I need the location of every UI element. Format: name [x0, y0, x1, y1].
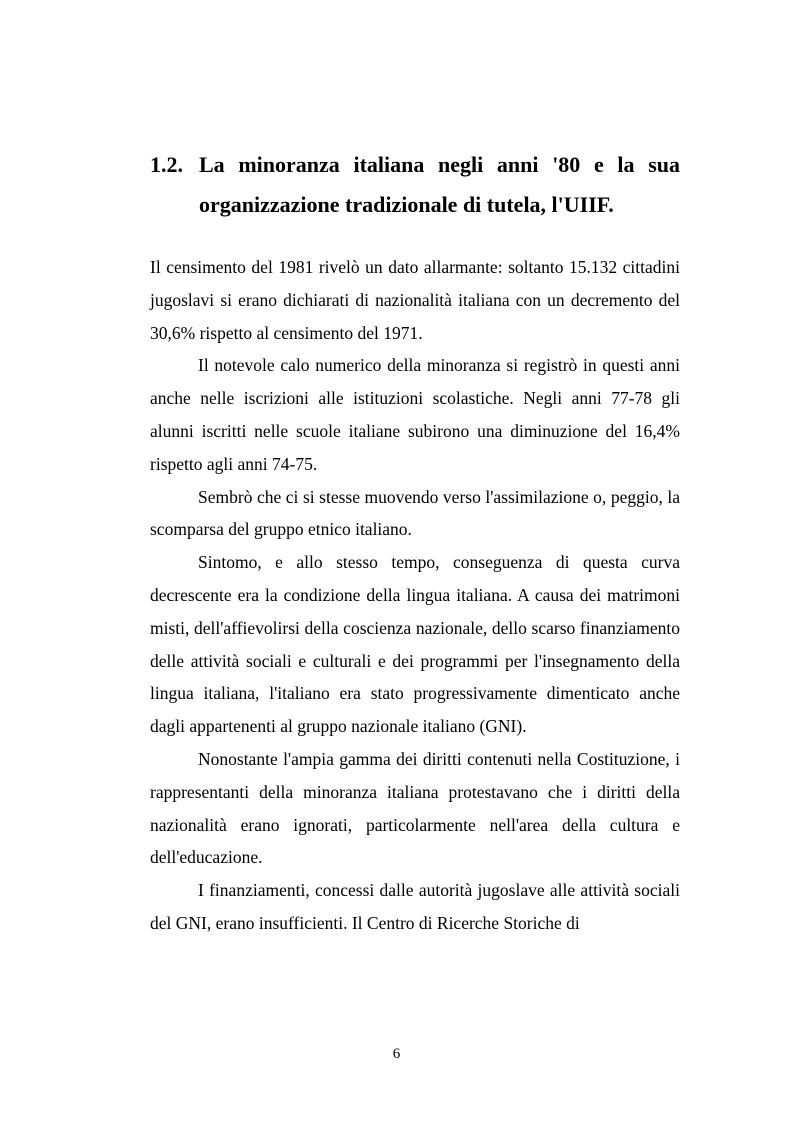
paragraph: I finanziamenti, concessi dalle autorità jugoslave alle attività sociali del GNI, erano insufficienti. Il Centro di Ricerche Storiche di	[150, 880, 680, 933]
section-title: La minoranza italiana negli anni '80 e la sua organizzazione tradizionale di tutela, l'UIIF.	[199, 152, 680, 217]
paragraph: Il notevole calo numerico della minoranza si registrò in questi anni anche nelle iscrizioni alle istituzioni scolastiche. Negli anni 77-78 gli alunni iscritti nelle scuole italiane subirono una diminuzione del 16,4% rispetto agli anni 74-75.	[150, 355, 680, 474]
paragraph: Il censimento del 1981 rivelò un dato allarmante: soltanto 15.132 cittadini jugoslavi si erano dichiarati di nazionalità italiana con un decremento del 30,6% rispetto al censimento del 1971.	[150, 257, 680, 343]
paragraph: Sembrò che ci si stesse muovendo verso l'assimilazione o, peggio, la scomparsa del gruppo etnico italiano.	[150, 486, 680, 540]
section-heading	[150, 145, 680, 225]
body-text	[150, 251, 680, 940]
paragraph: Nonostante l'ampia gamma dei diritti contenuti nella Costituzione, i rappresentanti della minoranza italiana protestavano che i diritti della nazionalità erano ignorati, particolarmente nell'area della cultura e dell'educazione.	[150, 748, 680, 868]
page-number: 6	[392, 1046, 401, 1062]
section-number: 1.2.	[150, 152, 183, 177]
paragraph: Sintomo, e allo stesso tempo, conseguenza di questa curva decrescente era la condizione della lingua italiana. A causa dei matrimoni misti, dell'affievolirsi della coscienza nazionale, dello scarso finanziamento delle attività sociali e culturali e dei programmi per l'insegnamento della lingua italiana, l'italiano era stato progressivamente dimenticato anche dagli appartenenti al gruppo nazionale italiano (GNI).	[150, 552, 680, 737]
